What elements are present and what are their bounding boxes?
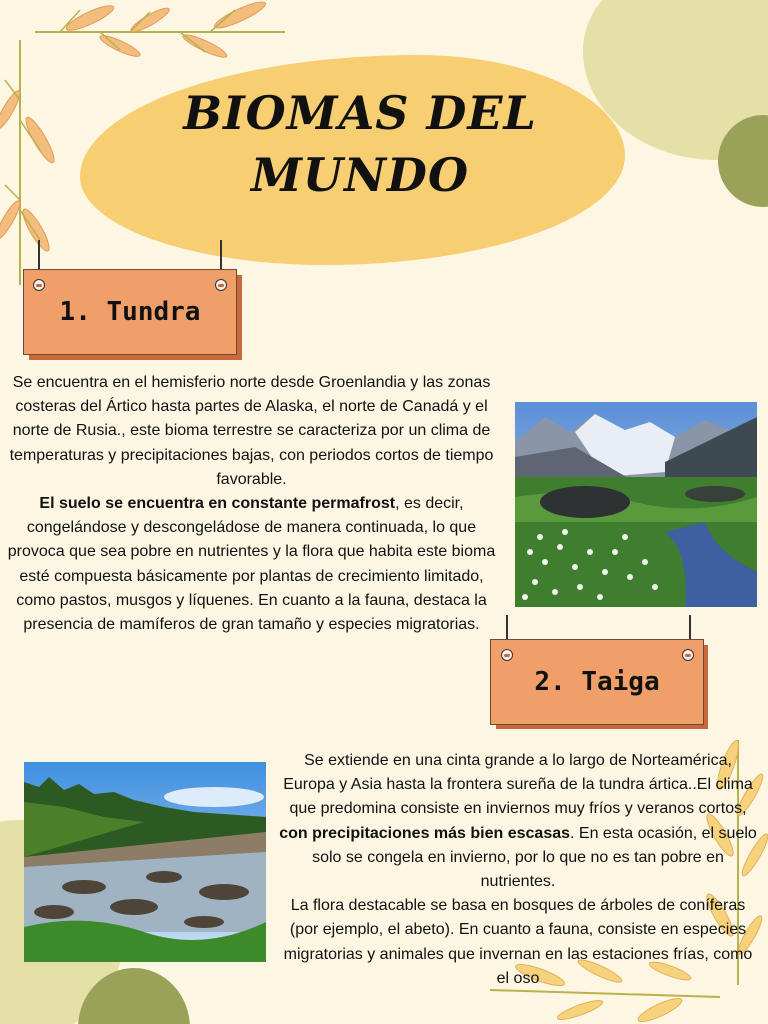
tundra-text [4, 371, 499, 637]
sign-pin-left [33, 279, 45, 291]
tundra-bold-phrase: El suelo se encuentra en constante permafrost [39, 495, 396, 513]
sign-pin-left [501, 649, 513, 661]
taiga-bold-phrase: con precipitaciones más bien escasas [279, 824, 571, 842]
page-title [110, 82, 610, 206]
taiga-text [278, 749, 758, 991]
taiga-heading: 2. Taiga [490, 639, 704, 725]
taiga-paragraph-2: La flora destacable se basa en bosques de árboles de coníferas (por ejemplo, el abeto). En cuanto a fauna, consiste en especies migratorias y animales que invernan en las estaciones frías, como el oso [283, 897, 753, 987]
taiga-photo [24, 762, 266, 962]
title-line-1: BIOMAS DEL [183, 86, 537, 140]
taiga-paragraph-1a: Se extiende en una cinta grande a lo largo de Norteamérica, Europa y Asia hasta la frontera sureña de la tundra ártica..El clima que predomina consiste en inviernos muy fríos y veranos cortos, [283, 752, 753, 818]
taiga-paragraph-1b: . En esta ocasión, el suelo solo se congela en invierno, por lo que no es tan pobre en nutrientes. [312, 824, 757, 891]
sign-pin-right [215, 279, 227, 291]
tundra-photo [515, 402, 757, 607]
tundra-heading: 1. Tundra [23, 269, 237, 355]
tundra-paragraph-2: , es decir, congelándose y descongeládose de manera continuada, lo que provoca que sea pobre en nutrientes y la flora que habita este bioma esté compuesta básicamente por plantas de crecimiento limitado, como pastos, musgos y líquenes. En cuanto a la fauna, destaca la presencia de mamíferos de gran tamaño y especies migratorias. [7, 495, 496, 634]
title-line-2: MUNDO [250, 148, 470, 202]
tundra-paragraph-1: Se encuentra en el hemisferio norte desde Groenlandia y las zonas costeras del Ártico hasta partes de Alaska, el norte de Canadá y el norte de Rusia., este bioma terrestre se caracteriza por un clima de temperaturas y precipitaciones bajas, con periodos cortos de tiempo favorable. [9, 374, 494, 488]
sign-pin-right [682, 649, 694, 661]
